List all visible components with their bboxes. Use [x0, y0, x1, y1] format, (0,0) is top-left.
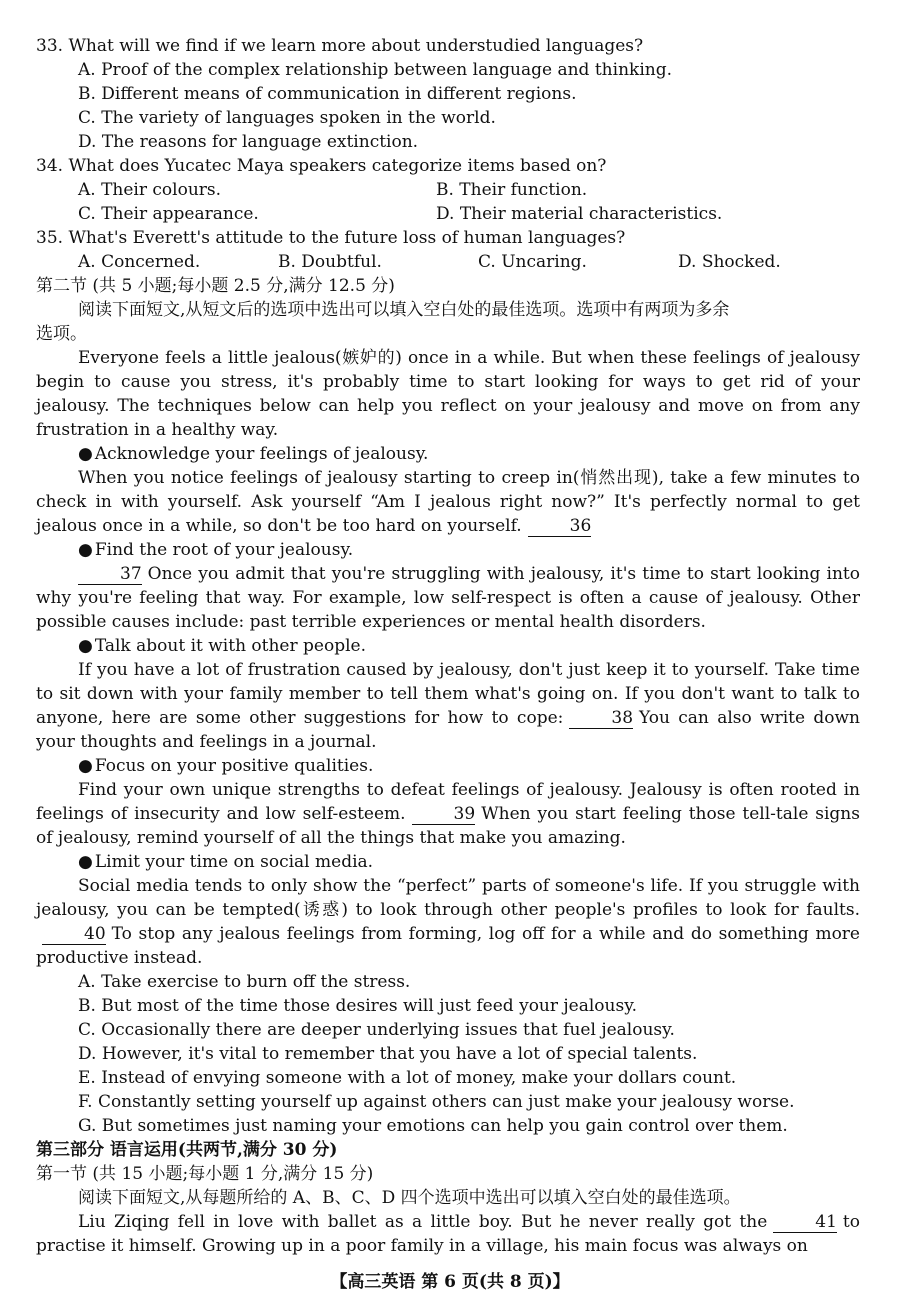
question-34-option-d: D. Their material characteristics. [436, 204, 723, 224]
tip-paragraph-5-text-a: Social media tends to only show the “perfect” parts of someone's life. If you struggle with jealousy, you can be tempted(诱惑) to look through other people's profiles to look for faults. [36, 876, 860, 920]
tip-paragraph-1-text: When you notice feelings of jealousy starting to creep in(悄然出现), take a few minutes to check in with yourself. Ask yourself “Am I jealous right now?” It's perfectly normal to get jealous once in a while, so don't be too hard on yourself. [36, 468, 860, 536]
question-34-option-c: C. Their appearance. [78, 204, 259, 224]
tip-paragraph-2-text: Once you admit that you're struggling with jealousy, it's time to start looking into why you're feeling that way. For example, low self-respect is often a cause of jealousy. Other possible causes include: past terrible experiences or mental health disorders. [36, 564, 860, 632]
question-34-options-row-2 [36, 202, 860, 226]
section-2-instruction-cont: 选项。 [36, 324, 87, 344]
blank-36: 36 [528, 517, 592, 537]
seven-option-g: G. But sometimes just naming your emotions can help you gain control over them. [78, 1116, 788, 1136]
part-3-instruction: 阅读下面短文,从每题所给的 A、B、C、D 四个选项中选出可以填入空白处的最佳选项。 [78, 1188, 741, 1208]
question-35-options [36, 250, 860, 274]
cloze-text-b: to practise it himself. Growing up in a poor family in a village, his main focus was always on [36, 1212, 860, 1256]
page-footer: 【高三英语 第 6 页(共 8 页)】 [330, 1272, 570, 1292]
tip-heading-3: ● Talk about it with other people. [36, 634, 860, 658]
question-34-option-a: A. Their colours. [78, 180, 222, 200]
question-35-option-d: D. Shocked. [678, 252, 781, 272]
blank-41: 41 [773, 1213, 837, 1233]
exam-page [36, 34, 860, 1258]
tip-paragraph-4-text-b: When you start feeling those tell-tale signs of jealousy, remind yourself of all the things that make you amazing. [36, 804, 860, 848]
seven-option-f: F. Constantly setting yourself up against others can just make your jealousy worse. [78, 1092, 795, 1112]
cloze-text-a: Liu Ziqing fell in love with ballet as a little boy. But he never really got the [78, 1212, 768, 1232]
tip-paragraph-1 [36, 466, 860, 538]
tip-heading-1: ● Acknowledge your feelings of jealousy. [36, 442, 860, 466]
tip-paragraph-3-text-a: If you have a lot of frustration caused by jealousy, don't just keep it to yourself. Take time to sit down with your family member to tell them what's going on. If you don't want to talk to anyone, here are some other suggestions for how to cope: [36, 660, 860, 728]
question-34-stem: 34. What does Yucatec Maya speakers categorize items based on? [36, 156, 607, 176]
question-34-option-b: B. Their function. [436, 180, 588, 200]
part-3-heading: 第三部分 语言运用(共两节,满分 30 分) [36, 1140, 338, 1160]
tip-heading-4: ● Focus on your positive qualities. [36, 754, 860, 778]
question-35-option-c: C. Uncaring. [478, 252, 587, 272]
question-33-option-c: C. The variety of languages spoken in the world. [78, 108, 496, 128]
passage-intro: Everyone feels a little jealous(嫉妒的) once in a while. But when these feelings of jealousy begin to cause you stress, it's probably time to start looking for ways to get rid of your jealousy. The techniques below can help you reflect on your jealousy and move on from any frustration in a healthy way. [36, 348, 860, 440]
question-35-option-b: B. Doubtful. [278, 252, 382, 272]
tip-heading-2: ● Find the root of your jealousy. [36, 538, 860, 562]
section-2-instruction: 阅读下面短文,从短文后的选项中选出可以填入空白处的最佳选项。选项中有两项为多余 [78, 300, 730, 320]
tip-paragraph-5-text-b: To stop any jealous feelings from forming, log off for a while and do something more productive instead. [36, 924, 860, 968]
tip-paragraph-3 [36, 658, 860, 754]
question-33-option-b: B. Different means of communication in different regions. [78, 84, 577, 104]
seven-option-d: D. However, it's vital to remember that you have a lot of special talents. [78, 1044, 698, 1064]
tip-paragraph-5 [36, 874, 860, 970]
seven-option-a: A. Take exercise to burn off the stress. [78, 972, 411, 992]
part-3-section-1-heading: 第一节 (共 15 小题;每小题 1 分,满分 15 分) [36, 1164, 374, 1184]
question-35-stem: 35. What's Everett's attitude to the future loss of human languages? [36, 228, 626, 248]
question-33-option-d: D. The reasons for language extinction. [78, 132, 419, 152]
cloze-paragraph [36, 1210, 860, 1258]
section-2-heading: 第二节 (共 5 小题;每小题 2.5 分,满分 12.5 分) [36, 276, 395, 296]
blank-40: 40 [42, 925, 106, 945]
blank-38: 38 [569, 709, 633, 729]
question-34-options-row-1 [36, 178, 860, 202]
seven-option-b: B. But most of the time those desires will just feed your jealousy. [78, 996, 637, 1016]
tip-paragraph-2 [36, 562, 860, 634]
blank-39: 39 [412, 805, 476, 825]
tip-paragraph-4 [36, 778, 860, 850]
question-33-option-a: A. Proof of the complex relationship between language and thinking. [78, 60, 672, 80]
tip-heading-5: ● Limit your time on social media. [36, 850, 860, 874]
blank-37: 37 [78, 565, 142, 585]
seven-option-c: C. Occasionally there are deeper underlying issues that fuel jealousy. [78, 1020, 675, 1040]
question-35-option-a: A. Concerned. [78, 252, 201, 272]
question-33-stem: 33. What will we find if we learn more about understudied languages? [36, 36, 644, 56]
tip-paragraph-4-text-a: Find your own unique strengths to defeat feelings of jealousy. Jealousy is often rooted in feelings of insecurity and low self-esteem. [36, 780, 860, 824]
seven-option-e: E. Instead of envying someone with a lot of money, make your dollars count. [78, 1068, 737, 1088]
tip-paragraph-3-text-b: You can also write down your thoughts and feelings in a journal. [36, 708, 860, 752]
